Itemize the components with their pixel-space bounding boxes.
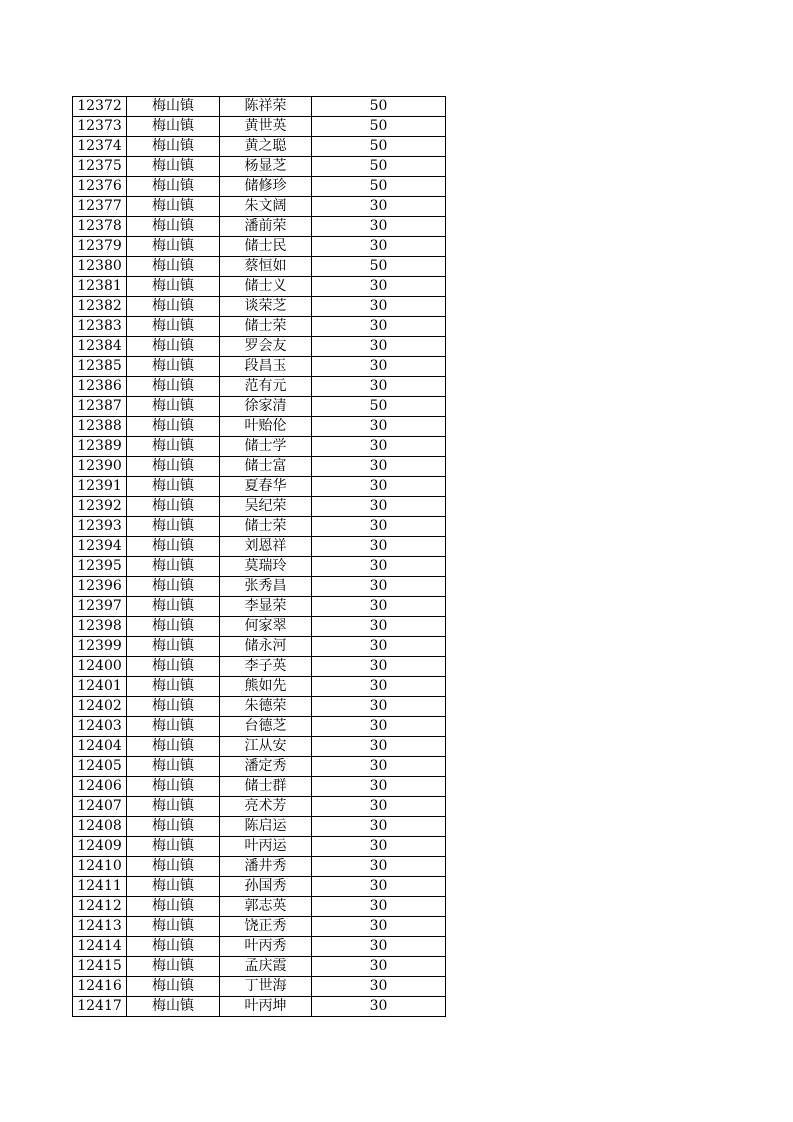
table-row [73,977,446,997]
table-row [73,197,446,217]
row-id-cell: 12375 [73,157,127,177]
table-row [73,657,446,677]
person-name-cell: 陈启运 [220,817,312,837]
person-name-cell: 储士义 [220,277,312,297]
town-cell: 梅山镇 [127,197,220,217]
town-cell: 梅山镇 [127,657,220,677]
table-row [73,937,446,957]
town-cell: 梅山镇 [127,557,220,577]
person-name-cell: 饶正秀 [220,917,312,937]
town-cell: 梅山镇 [127,877,220,897]
town-cell: 梅山镇 [127,397,220,417]
amount-cell: 30 [312,997,446,1017]
row-id-cell: 12378 [73,217,127,237]
table-row [73,917,446,937]
row-id-cell: 12396 [73,577,127,597]
row-id-cell: 12382 [73,297,127,317]
amount-cell: 30 [312,297,446,317]
person-name-cell: 叶贻伦 [220,417,312,437]
town-cell: 梅山镇 [127,177,220,197]
town-cell: 梅山镇 [127,237,220,257]
person-name-cell: 储修珍 [220,177,312,197]
table-row [73,697,446,717]
row-id-cell: 12402 [73,697,127,717]
row-id-cell: 12386 [73,377,127,397]
row-id-cell: 12415 [73,957,127,977]
town-cell: 梅山镇 [127,457,220,477]
person-name-cell: 孙国秀 [220,877,312,897]
table-row [73,437,446,457]
row-id-cell: 12414 [73,937,127,957]
town-cell: 梅山镇 [127,957,220,977]
town-cell: 梅山镇 [127,677,220,697]
person-name-cell: 罗会友 [220,337,312,357]
table-row [73,457,446,477]
town-cell: 梅山镇 [127,837,220,857]
person-name-cell: 郭志英 [220,897,312,917]
amount-cell: 30 [312,377,446,397]
table-row [73,257,446,277]
amount-cell: 50 [312,97,446,117]
town-cell: 梅山镇 [127,737,220,757]
amount-cell: 30 [312,897,446,917]
amount-cell: 30 [312,917,446,937]
row-id-cell: 12407 [73,797,127,817]
table-row [73,877,446,897]
town-cell: 梅山镇 [127,757,220,777]
table-row [73,637,446,657]
row-id-cell: 12404 [73,737,127,757]
row-id-cell: 12392 [73,497,127,517]
row-id-cell: 12373 [73,117,127,137]
table-row [73,577,446,597]
amount-cell: 30 [312,617,446,637]
table-row [73,357,446,377]
data-table-body [73,97,446,1017]
amount-cell: 30 [312,337,446,357]
person-name-cell: 杨显芝 [220,157,312,177]
amount-cell: 50 [312,257,446,277]
person-name-cell: 潘井秀 [220,857,312,877]
table-row [73,557,446,577]
town-cell: 梅山镇 [127,537,220,557]
town-cell: 梅山镇 [127,377,220,397]
table-row [73,797,446,817]
person-name-cell: 台德芝 [220,717,312,737]
row-id-cell: 12410 [73,857,127,877]
person-name-cell: 储士荣 [220,517,312,537]
amount-cell: 30 [312,517,446,537]
town-cell: 梅山镇 [127,937,220,957]
row-id-cell: 12397 [73,597,127,617]
amount-cell: 50 [312,177,446,197]
town-cell: 梅山镇 [127,917,220,937]
amount-cell: 30 [312,697,446,717]
amount-cell: 30 [312,437,446,457]
amount-cell: 30 [312,937,446,957]
amount-cell: 30 [312,737,446,757]
row-id-cell: 12417 [73,997,127,1017]
town-cell: 梅山镇 [127,417,220,437]
amount-cell: 30 [312,197,446,217]
amount-cell: 30 [312,317,446,337]
amount-cell: 30 [312,557,446,577]
amount-cell: 30 [312,957,446,977]
table-row [73,757,446,777]
town-cell: 梅山镇 [127,497,220,517]
table-row [73,997,446,1017]
person-name-cell: 黄世英 [220,117,312,137]
person-name-cell: 谈荣芝 [220,297,312,317]
person-name-cell: 何家翠 [220,617,312,637]
person-name-cell: 夏春华 [220,477,312,497]
person-name-cell: 黄之聪 [220,137,312,157]
person-name-cell: 亮术芳 [220,797,312,817]
table-row [73,477,446,497]
table-row [73,377,446,397]
person-name-cell: 徐家清 [220,397,312,417]
data-table [72,96,446,1017]
person-name-cell: 范有元 [220,377,312,397]
person-name-cell: 潘前荣 [220,217,312,237]
person-name-cell: 陈祥荣 [220,97,312,117]
table-row [73,397,446,417]
town-cell: 梅山镇 [127,477,220,497]
town-cell: 梅山镇 [127,137,220,157]
town-cell: 梅山镇 [127,857,220,877]
town-cell: 梅山镇 [127,257,220,277]
person-name-cell: 叶丙坤 [220,997,312,1017]
amount-cell: 30 [312,577,446,597]
row-id-cell: 12393 [73,517,127,537]
town-cell: 梅山镇 [127,317,220,337]
town-cell: 梅山镇 [127,577,220,597]
town-cell: 梅山镇 [127,277,220,297]
table-row [73,617,446,637]
row-id-cell: 12401 [73,677,127,697]
row-id-cell: 12377 [73,197,127,217]
town-cell: 梅山镇 [127,617,220,637]
table-row [73,517,446,537]
amount-cell: 30 [312,797,446,817]
person-name-cell: 朱德荣 [220,697,312,717]
row-id-cell: 12408 [73,817,127,837]
row-id-cell: 12384 [73,337,127,357]
amount-cell: 30 [312,857,446,877]
table-row [73,177,446,197]
town-cell: 梅山镇 [127,357,220,377]
amount-cell: 30 [312,637,446,657]
row-id-cell: 12376 [73,177,127,197]
table-row [73,817,446,837]
amount-cell: 30 [312,277,446,297]
person-name-cell: 孟庆霞 [220,957,312,977]
row-id-cell: 12394 [73,537,127,557]
person-name-cell: 刘恩祥 [220,537,312,557]
amount-cell: 30 [312,657,446,677]
town-cell: 梅山镇 [127,797,220,817]
amount-cell: 30 [312,357,446,377]
table-row [73,277,446,297]
amount-cell: 30 [312,777,446,797]
row-id-cell: 12413 [73,917,127,937]
row-id-cell: 12388 [73,417,127,437]
amount-cell: 30 [312,717,446,737]
row-id-cell: 12387 [73,397,127,417]
row-id-cell: 12411 [73,877,127,897]
amount-cell: 30 [312,677,446,697]
table-row [73,957,446,977]
amount-cell: 50 [312,157,446,177]
person-name-cell: 储士学 [220,437,312,457]
row-id-cell: 12416 [73,977,127,997]
table-row [73,777,446,797]
town-cell: 梅山镇 [127,817,220,837]
row-id-cell: 12389 [73,437,127,457]
row-id-cell: 12381 [73,277,127,297]
amount-cell: 30 [312,597,446,617]
table-row [73,157,446,177]
table-row [73,237,446,257]
town-cell: 梅山镇 [127,437,220,457]
town-cell: 梅山镇 [127,217,220,237]
row-id-cell: 12390 [73,457,127,477]
table-row [73,417,446,437]
town-cell: 梅山镇 [127,97,220,117]
amount-cell: 30 [312,877,446,897]
town-cell: 梅山镇 [127,977,220,997]
person-name-cell: 储士民 [220,237,312,257]
row-id-cell: 12385 [73,357,127,377]
town-cell: 梅山镇 [127,637,220,657]
person-name-cell: 储士群 [220,777,312,797]
town-cell: 梅山镇 [127,897,220,917]
row-id-cell: 12374 [73,137,127,157]
row-id-cell: 12383 [73,317,127,337]
amount-cell: 50 [312,117,446,137]
person-name-cell: 李子英 [220,657,312,677]
table-row [73,217,446,237]
row-id-cell: 12395 [73,557,127,577]
table-row [73,117,446,137]
row-id-cell: 12405 [73,757,127,777]
table-row [73,597,446,617]
amount-cell: 30 [312,837,446,857]
amount-cell: 30 [312,537,446,557]
person-name-cell: 丁世海 [220,977,312,997]
person-name-cell: 蔡恒如 [220,257,312,277]
person-name-cell: 储永河 [220,637,312,657]
amount-cell: 30 [312,217,446,237]
row-id-cell: 12372 [73,97,127,117]
person-name-cell: 熊如先 [220,677,312,697]
amount-cell: 30 [312,457,446,477]
row-id-cell: 12406 [73,777,127,797]
person-name-cell: 叶丙运 [220,837,312,857]
town-cell: 梅山镇 [127,297,220,317]
person-name-cell: 朱文阔 [220,197,312,217]
person-name-cell: 张秀昌 [220,577,312,597]
table-row [73,337,446,357]
table-row [73,737,446,757]
table-row [73,497,446,517]
town-cell: 梅山镇 [127,117,220,137]
row-id-cell: 12399 [73,637,127,657]
row-id-cell: 12379 [73,237,127,257]
town-cell: 梅山镇 [127,517,220,537]
row-id-cell: 12380 [73,257,127,277]
table-row [73,97,446,117]
row-id-cell: 12398 [73,617,127,637]
town-cell: 梅山镇 [127,337,220,357]
person-name-cell: 潘定秀 [220,757,312,777]
table-row [73,537,446,557]
town-cell: 梅山镇 [127,697,220,717]
person-name-cell: 吴纪荣 [220,497,312,517]
person-name-cell: 江从安 [220,737,312,757]
amount-cell: 30 [312,237,446,257]
table-row [73,837,446,857]
row-id-cell: 12400 [73,657,127,677]
town-cell: 梅山镇 [127,777,220,797]
person-name-cell: 储士富 [220,457,312,477]
town-cell: 梅山镇 [127,717,220,737]
row-id-cell: 12412 [73,897,127,917]
person-name-cell: 储士荣 [220,317,312,337]
table-row [73,137,446,157]
row-id-cell: 12391 [73,477,127,497]
row-id-cell: 12403 [73,717,127,737]
amount-cell: 30 [312,977,446,997]
amount-cell: 30 [312,817,446,837]
town-cell: 梅山镇 [127,597,220,617]
table-row [73,857,446,877]
person-name-cell: 李显荣 [220,597,312,617]
amount-cell: 30 [312,477,446,497]
table-row [73,317,446,337]
amount-cell: 30 [312,417,446,437]
amount-cell: 50 [312,137,446,157]
table-row [73,297,446,317]
table-row [73,717,446,737]
amount-cell: 30 [312,497,446,517]
table-row [73,897,446,917]
table-row [73,677,446,697]
person-name-cell: 叶丙秀 [220,937,312,957]
town-cell: 梅山镇 [127,997,220,1017]
amount-cell: 30 [312,757,446,777]
row-id-cell: 12409 [73,837,127,857]
person-name-cell: 莫瑞玲 [220,557,312,577]
person-name-cell: 段昌玉 [220,357,312,377]
town-cell: 梅山镇 [127,157,220,177]
amount-cell: 50 [312,397,446,417]
